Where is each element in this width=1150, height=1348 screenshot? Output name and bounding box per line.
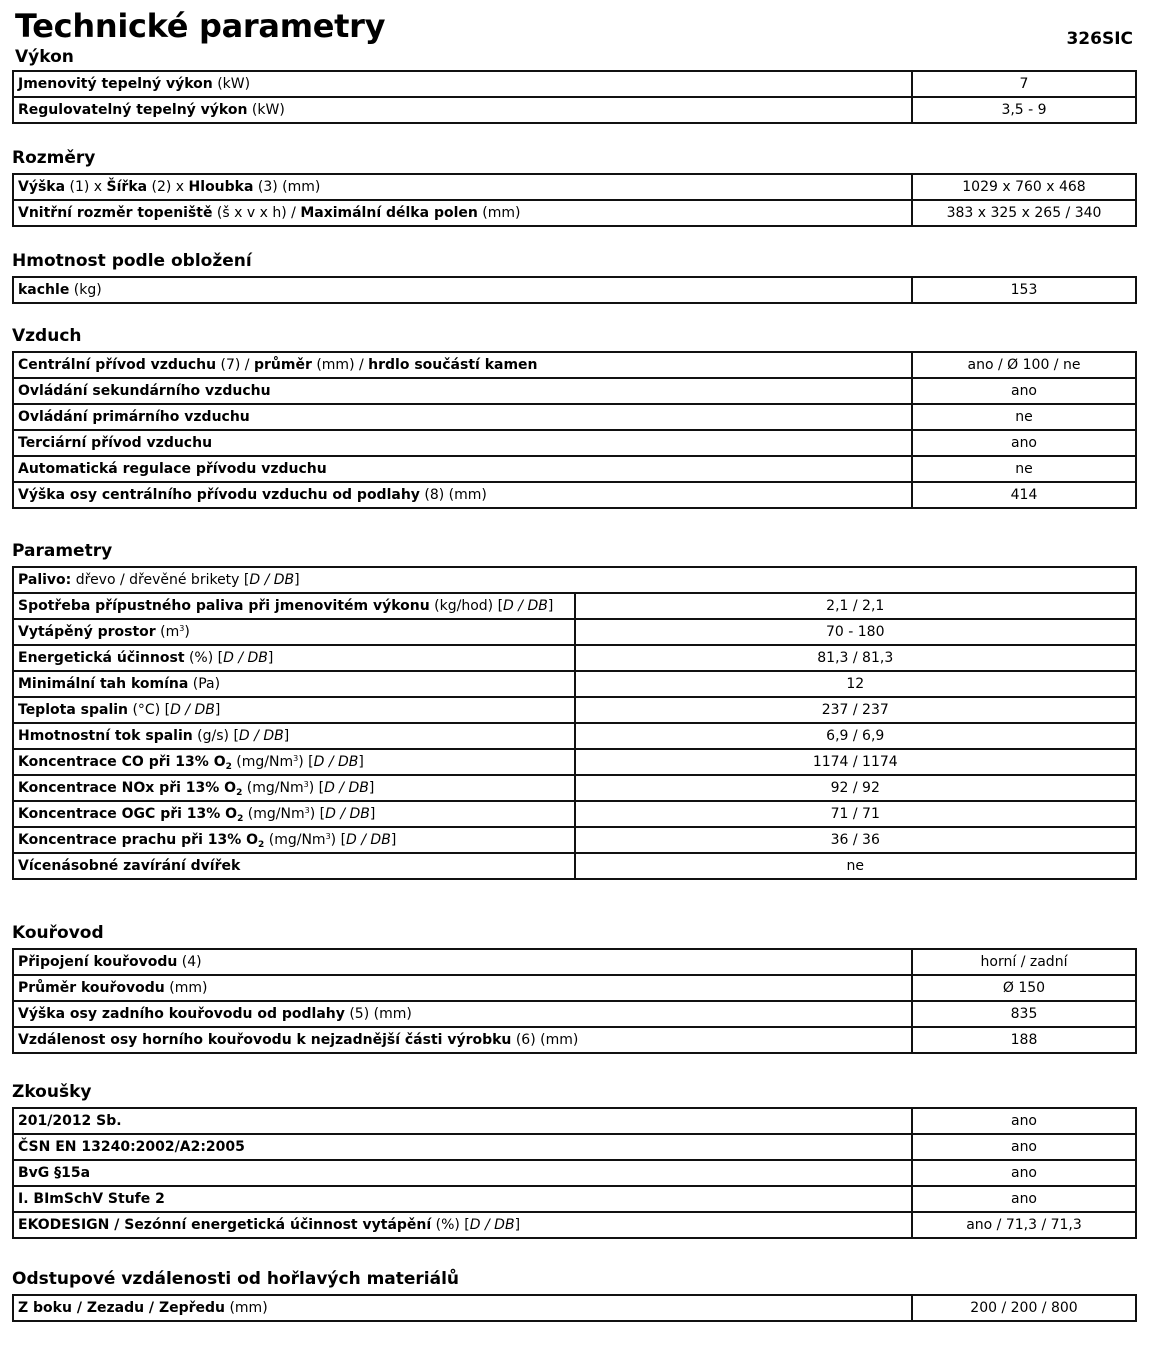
param-value: 188: [912, 1027, 1136, 1053]
params-table: [12, 173, 1137, 227]
param-value: ano: [912, 1186, 1136, 1212]
param-value: ano / Ø 100 / ne: [912, 352, 1136, 378]
param-label: Regulovatelný tepelný výkon (kW): [13, 97, 912, 123]
param-value: ne: [912, 404, 1136, 430]
param-value: Ø 150: [912, 975, 1136, 1001]
param-label: ČSN EN 13240:2002/A2:2005: [13, 1134, 912, 1160]
param-label: Výška osy centrálního přívodu vzduchu od podlahy (8) (mm): [13, 482, 912, 508]
param-label: Energetická účinnost (%) [D / DB]: [13, 645, 575, 671]
param-label: Centrální přívod vzduchu (7) / průměr (mm) / hrdlo součástí kamen: [13, 352, 912, 378]
table-row: [13, 456, 1136, 482]
table-row: [13, 1295, 1136, 1321]
section-title: Kouřovod: [12, 923, 104, 943]
params-table: [12, 1294, 1137, 1322]
param-value: 36 / 36: [575, 827, 1137, 853]
param-value: 12: [575, 671, 1137, 697]
param-value: ne: [575, 853, 1137, 879]
table-row: [13, 723, 1136, 749]
param-label: Výška osy zadního kouřovodu od podlahy (5) (mm): [13, 1001, 912, 1027]
param-value: ano: [912, 1108, 1136, 1134]
table-row: [13, 482, 1136, 508]
param-label: Vytápěný prostor $(m^3)$: [13, 619, 575, 645]
section-title: Vzduch: [12, 326, 82, 346]
param-label: Minimální tah komína (Pa): [13, 671, 575, 697]
param-label: Připojení kouřovodu (4): [13, 949, 912, 975]
table-row: [13, 801, 1136, 827]
param-label: BvG §15a: [13, 1160, 912, 1186]
param-value: ano / 71,3 / 71,3: [912, 1212, 1136, 1238]
param-value: 81,3 / 81,3: [575, 645, 1137, 671]
param-label: Vzdálenost osy horního kouřovodu k nejzadnější části výrobku (6) (mm): [13, 1027, 912, 1053]
params-table: [12, 276, 1137, 304]
section-vzduch: [12, 325, 1137, 509]
param-label: Koncentrace NOx při 13% $O_2$ (mg/Nm$^3$) [D / DB]: [13, 775, 575, 801]
section-parametry: [12, 540, 1137, 880]
param-value: 414: [912, 482, 1136, 508]
param-label: 201/2012 Sb.: [13, 1108, 912, 1134]
param-label: Terciární přívod vzduchu: [13, 430, 912, 456]
table-row: [13, 277, 1136, 303]
table-row: [13, 1160, 1136, 1186]
param-value: 3,5 - 9: [912, 97, 1136, 123]
table-row: [13, 200, 1136, 226]
table-row: [13, 1108, 1136, 1134]
param-value: 1174 / 1174: [575, 749, 1137, 775]
param-label: Ovládání primárního vzduchu: [13, 404, 912, 430]
section-title: Výkon: [15, 47, 74, 67]
params-table: [12, 948, 1137, 1054]
param-value: 7: [912, 71, 1136, 97]
table-row: [13, 174, 1136, 200]
param-value: ne: [912, 456, 1136, 482]
table-row: [13, 949, 1136, 975]
table-row: [13, 645, 1136, 671]
params-table: [12, 70, 1137, 124]
param-label: Vnitřní rozměr topeniště (š x v x h) / Maximální délka polen (mm): [13, 200, 912, 226]
param-label: Průměr kouřovodu (mm): [13, 975, 912, 1001]
table-row: [13, 975, 1136, 1001]
param-label: Automatická regulace přívodu vzduchu: [13, 456, 912, 482]
section-title: Zkoušky: [12, 1082, 92, 1102]
table-row: [13, 430, 1136, 456]
param-value: 383 x 325 x 265 / 340: [912, 200, 1136, 226]
param-value: 153: [912, 277, 1136, 303]
param-label: Hmotnostní tok spalin (g/s) [D / DB]: [13, 723, 575, 749]
section-hmotnost: [12, 250, 1137, 304]
table-row: [13, 697, 1136, 723]
param-value: ano: [912, 1160, 1136, 1186]
table-row: [13, 749, 1136, 775]
param-label: Koncentrace OGC při 13% $O_2$ (mg/Nm$^3$) [D / DB]: [13, 801, 575, 827]
param-label: I. BImSchV Stufe 2: [13, 1186, 912, 1212]
param-value: 237 / 237: [575, 697, 1137, 723]
model-code: 326SIC: [1066, 29, 1133, 49]
table-row: [13, 827, 1136, 853]
param-value: ano: [912, 1134, 1136, 1160]
table-row: [13, 97, 1136, 123]
param-label: Jmenovitý tepelný výkon (kW): [13, 71, 912, 97]
section-title: Rozměry: [12, 148, 96, 168]
param-label: Ovládání sekundárního vzduchu: [13, 378, 912, 404]
param-label: Výška (1) x Šířka (2) x Hloubka (3) (mm): [13, 174, 912, 200]
table-row: [13, 1186, 1136, 1212]
section-zkousky: [12, 1081, 1137, 1239]
section-title: Parametry: [12, 541, 113, 561]
param-label: EKODESIGN / Sezónní energetická účinnost vytápění (%) [D / DB]: [13, 1212, 912, 1238]
table-row: [13, 71, 1136, 97]
section-odstupy: [12, 1268, 1137, 1322]
param-label: Z boku / Zezadu / Zepředu (mm): [13, 1295, 912, 1321]
fuel-label: Palivo: dřevo / dřevěné brikety [D / DB]: [13, 567, 1136, 593]
params-table: [12, 351, 1137, 509]
param-value: 200 / 200 / 800: [912, 1295, 1136, 1321]
table-row: [13, 775, 1136, 801]
param-value: ano: [912, 430, 1136, 456]
table-row: [13, 619, 1136, 645]
page-title: Technické parametry: [15, 7, 386, 45]
param-label: Spotřeba přípustného paliva při jmenovitém výkonu (kg/hod) [D / DB]: [13, 593, 575, 619]
table-row: [13, 352, 1136, 378]
table-row: [13, 1027, 1136, 1053]
params-table: [12, 566, 1137, 880]
section-kourovod: [12, 922, 1137, 1054]
param-label: kachle (kg): [13, 277, 912, 303]
table-row-fuel: [13, 567, 1136, 593]
table-row: [13, 1134, 1136, 1160]
section-rozmery: [12, 147, 1137, 227]
param-value: 92 / 92: [575, 775, 1137, 801]
table-row: [13, 593, 1136, 619]
section-title: Odstupové vzdálenosti od hořlavých materiálů: [12, 1269, 460, 1289]
table-row: [13, 1212, 1136, 1238]
section-vykon: [12, 46, 1137, 124]
table-row: [13, 853, 1136, 879]
section-title: Hmotnost podle obložení: [12, 251, 252, 271]
param-value: ano: [912, 378, 1136, 404]
param-value: horní / zadní: [912, 949, 1136, 975]
table-row: [13, 404, 1136, 430]
params-table: [12, 1107, 1137, 1239]
param-value: 70 - 180: [575, 619, 1137, 645]
table-row: [13, 1001, 1136, 1027]
param-value: 2,1 / 2,1: [575, 593, 1137, 619]
table-row: [13, 378, 1136, 404]
param-value: 835: [912, 1001, 1136, 1027]
param-label: Koncentrace CO při 13% $O_2$ (mg/Nm$^3$) [D / DB]: [13, 749, 575, 775]
table-row: [13, 671, 1136, 697]
param-value: 6,9 / 6,9: [575, 723, 1137, 749]
param-label: Teplota spalin (°C) [D / DB]: [13, 697, 575, 723]
param-value: 1029 x 760 x 468: [912, 174, 1136, 200]
param-label: Vícenásobné zavírání dvířek: [13, 853, 575, 879]
param-label: Koncentrace prachu při 13% $O_2$ (mg/Nm$^3$) [D / DB]: [13, 827, 575, 853]
param-value: 71 / 71: [575, 801, 1137, 827]
